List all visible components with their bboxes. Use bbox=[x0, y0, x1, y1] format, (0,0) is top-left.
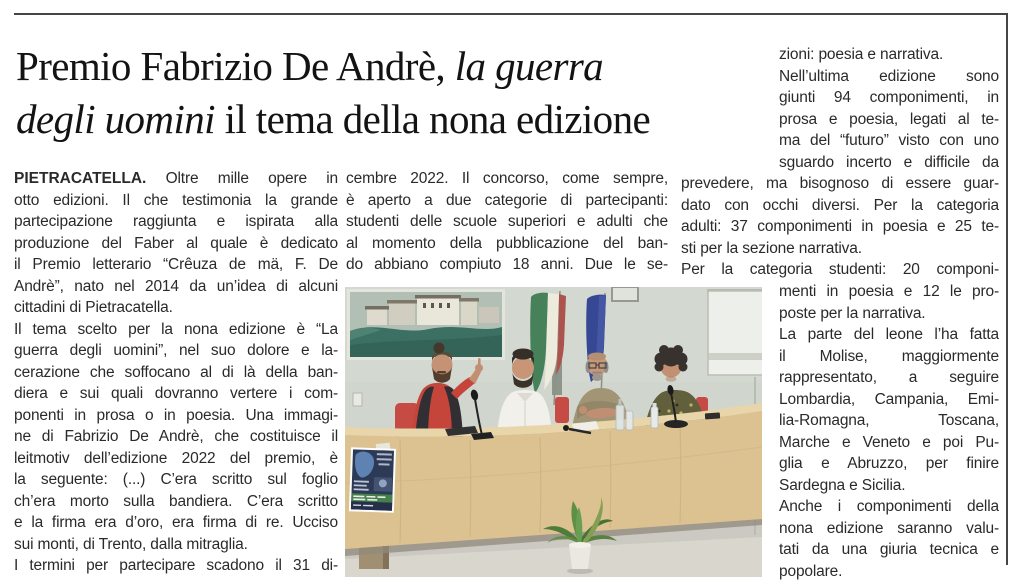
text-line: Andrè”, nato nel 2014 da un’idea di alcuni bbox=[14, 277, 338, 295]
text-line: diera e sui quali dovranno vertere i com- bbox=[14, 385, 338, 402]
text-line: I termini per partecipare scadono il 31 di- bbox=[14, 557, 338, 574]
text-line: rappresentato, a seguire bbox=[779, 369, 999, 386]
text-line: e la firma era d’oro, era firma di re. Ucciso bbox=[14, 514, 338, 531]
text-line: glia e Abruzzo, per finire bbox=[779, 455, 999, 472]
text-line: prevedere, ma bisognoso di essere guar- bbox=[681, 175, 999, 192]
text-line: partecipazione raggiunta e ispirata alla bbox=[14, 213, 338, 230]
text-line: ch’era morto sulla bandiera. C’era scritto bbox=[14, 492, 338, 510]
text-line: produzione del Faber al quale è dedicato bbox=[14, 234, 338, 252]
text-line: sui monti, di Trento, dalla mitraglia. bbox=[14, 535, 248, 553]
text-line: Sardegna e Sicilia. bbox=[779, 476, 906, 494]
panel-photo bbox=[345, 287, 762, 577]
article-top-rule bbox=[14, 13, 1008, 15]
text-line: prosa e poesia, legati al te- bbox=[779, 110, 999, 128]
text-line: poste per la narrativa. bbox=[779, 304, 926, 322]
text-line: studenti delle scuole superiori e adulti che bbox=[346, 213, 668, 230]
text-line: al momento della pubblicazione del ban- bbox=[346, 234, 668, 252]
text-line: do abbiano compiuto 18 anni. Due le se- bbox=[346, 256, 668, 273]
text-line: ne di Fabrizio De Andrè, che costituisce il bbox=[14, 428, 338, 445]
body-column-1 bbox=[14, 168, 338, 577]
dateline-line bbox=[14, 168, 338, 190]
text-line: cembre 2022. Il concorso, come sempre, bbox=[346, 170, 668, 187]
text-line: Marche e Veneto e poi Pu- bbox=[779, 433, 999, 451]
text-line: è aperto a due categorie di partecipanti: bbox=[346, 191, 668, 209]
text-line: tati da una giuria tecnica e bbox=[779, 541, 999, 558]
headline-regular-1: Premio Fabrizio De Andrè, bbox=[16, 43, 455, 89]
text-line: giunti 94 componimenti, in bbox=[779, 89, 999, 106]
text-line: Per la categoria studenti: 20 componi- bbox=[681, 261, 999, 278]
column-1-lines bbox=[14, 190, 338, 577]
text-line: Il tema scelto per la nona edizione è “La bbox=[14, 320, 338, 338]
panel-photo-illustration bbox=[345, 287, 762, 577]
text-line: nona edizione saranno valu- bbox=[779, 519, 999, 537]
body-column-3-top bbox=[779, 44, 999, 173]
body-column-3-middle bbox=[681, 173, 999, 281]
headline bbox=[16, 40, 784, 146]
text-line: Lombardia, Campania, Emi- bbox=[779, 390, 999, 408]
text-line: Anche i componimenti della bbox=[779, 498, 999, 515]
headline-line-2 bbox=[16, 93, 784, 146]
text-line: zioni: poesia e narrativa. bbox=[779, 46, 944, 63]
text-line: Nell’ultima edizione sono bbox=[779, 67, 999, 85]
headline-regular-2: il tema della nona edizione bbox=[214, 96, 651, 142]
text-line: ponenti in prosa o in poesia. Una immagi- bbox=[14, 406, 338, 424]
text-line: il Premio letterario “Crêuza de mä, F. De bbox=[14, 256, 338, 273]
article-right-rule bbox=[1006, 13, 1008, 565]
text-line: la seguente: (...) C’era scritto sul foglio bbox=[14, 471, 338, 488]
body-column-3-bottom bbox=[779, 281, 999, 582]
text-line: leitmotiv dell’edizione 2022 del premio, è bbox=[14, 449, 338, 467]
text-line: sti per la sezione narrativa. bbox=[681, 239, 862, 257]
dateline-rest: Oltre mille opere in bbox=[146, 170, 338, 187]
text-line: La parte del leone l’ha fatta bbox=[779, 326, 999, 343]
dateline: PIETRACATELLA. bbox=[14, 170, 147, 187]
text-line: cittadini di Pietracatella. bbox=[14, 299, 173, 316]
text-line: ma del “futuro” visto con uno bbox=[779, 132, 999, 149]
text-line: guerra degli uomini”, nel suo dolore e la- bbox=[14, 342, 338, 359]
text-line: sguardo incerto e difficile da bbox=[779, 153, 999, 171]
text-line: il Molise, maggiormente bbox=[779, 347, 999, 365]
text-line: adulti: 37 componimenti in poesia e 25 te- bbox=[681, 218, 999, 235]
text-line: lia-Romagna, Toscana, bbox=[779, 412, 999, 429]
headline-italic-2: degli uomini bbox=[16, 96, 215, 142]
text-line: dato con occhi diversi. Per la categoria bbox=[681, 196, 999, 214]
headline-italic-1: la guerra bbox=[454, 43, 604, 89]
text-line: menti in poesia e 12 le pro- bbox=[779, 283, 999, 300]
text-line: otto edizioni. Il che testimonia la grande bbox=[14, 191, 338, 209]
body-column-2 bbox=[346, 168, 668, 276]
headline-line-1 bbox=[16, 40, 784, 93]
text-line: cerazione che soffocano al di là della ban- bbox=[14, 363, 338, 381]
text-line: popolare. bbox=[779, 562, 843, 580]
